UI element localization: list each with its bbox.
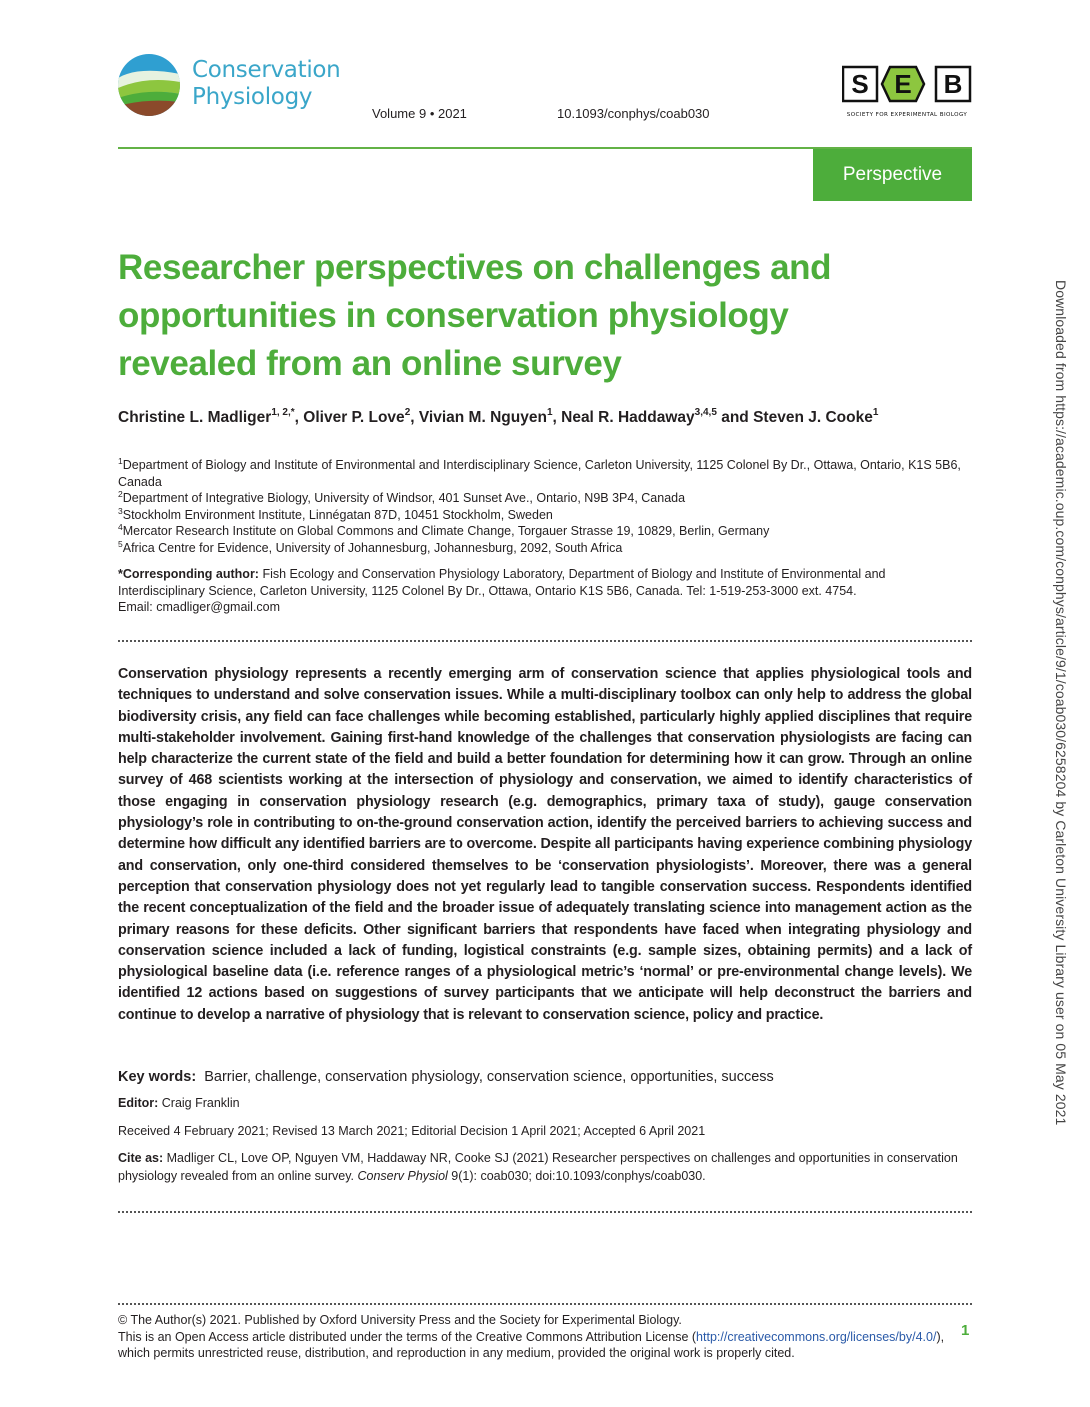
corresponding-label: *Corresponding author: <box>118 567 259 581</box>
corresponding-email[interactable]: Email: cmadliger@gmail.com <box>118 600 281 614</box>
seb-letter-b: B <box>943 69 963 99</box>
editor: Editor: Craig Franklin <box>118 1096 240 1110</box>
journal-name-line2: Physiology <box>192 84 313 110</box>
cite-label: Cite as: <box>118 1151 164 1165</box>
dotted-divider <box>118 640 972 642</box>
journal-logo-icon <box>118 54 180 116</box>
journal-name-line1: Conservation <box>192 57 341 83</box>
author-name: Steven J. Cooke <box>753 409 873 426</box>
author-list: Christine L. Madliger$^{1, 2,*}$, Oliver P. Love$^2$, Vivian M. Nguyen$^1$, Neal R. Haddaway$^{3,4,5}$ and Steven J. Cooke$^1$ <box>118 407 879 426</box>
society-logo <box>842 65 972 121</box>
article-dates: Received 4 February 2021; Revised 13 March 2021; Editorial Decision 1 April 2021; Accepted 6 April 2021 <box>118 1124 706 1138</box>
author-name: Vivian M. Nguyen <box>418 409 547 426</box>
corresponding-author: *Corresponding author: Fish Ecology and Conservation Physiology Laboratory, Department of Biology and Institute of Environmental and Interdisciplinary Science, Carleton University, 1125 Colonel By Dr., Ottawa, Ontario K1S 5B6, Canada. Tel: 1-519-253-3000 ext. 4754. Email: cmadliger@gmail.com <box>118 566 974 616</box>
license-text: This is an Open Access article distributed under the terms of the Creative Commons Attribution License (http://creativecommons.org/licenses/by/4.0/), which permits unrestricted reuse, distribution, and reproduction in any medium, provided the original work is properly cited. <box>118 1329 945 1360</box>
journal-name <box>192 57 340 111</box>
download-watermark: Downloaded from https://academic.oup.com/conphys/article/9/1/coab030/6258204 by Carleton University Library user on 05 May 2021 <box>1053 280 1069 1126</box>
affiliation: $^2$Department of Integrative Biology, University of Windsor, 401 Sunset Ave., Ontario, N9B 3P4, Canada <box>118 489 686 505</box>
article-type-badge: Perspective <box>813 149 972 201</box>
author-affil-ref: 1 <box>872 407 879 418</box>
keywords-label: Key words: <box>118 1069 197 1085</box>
license-link[interactable]: http://creativecommons.org/licenses/by/4.0/ <box>696 1329 937 1344</box>
citation: Cite as: Madliger CL, Love OP, Nguyen VM, Haddaway NR, Cooke SJ (2021) Researcher perspectives on challenges and opportunities in conservation physiology revealed from an online survey. Conserv Physiol 9(1): coab030; doi:10.1093/conphys/coab030. <box>118 1151 958 1183</box>
author-affil-ref: 1, 2,* <box>271 407 295 418</box>
footer-license <box>118 1312 958 1362</box>
article-title: Researcher perspectives on challenges and opportunities in conservation physiology revealed from an online survey <box>118 248 832 383</box>
editor-label: Editor: <box>118 1096 159 1110</box>
author-name: Christine L. Madliger <box>118 409 272 426</box>
affiliation: $^5$Africa Centre for Evidence, University of Johannesburg, Johannesburg, 2092, South Africa <box>118 538 623 555</box>
author-name: Oliver P. Love <box>303 409 405 426</box>
dotted-divider <box>118 1303 972 1305</box>
author-affil-ref: 2 <box>404 407 411 418</box>
volume-year: Volume 9 • 2021 <box>372 106 467 121</box>
affiliation: $^3$Stockholm Environment Institute, Linnégatan 87D, 10451 Stockholm, Sweden <box>118 505 553 522</box>
affiliation: $^4$Mercator Research Institute on Global Commons and Climate Change, Torgauer Strasse 19, 10829, Berlin, Germany <box>118 522 770 538</box>
keywords: Key words: Barrier, challenge, conservation physiology, conservation science, opportunities, success <box>118 1069 774 1085</box>
abstract: Conservation physiology represents a recently emerging arm of conservation science that applies physiological tools and techniques to understand and solve conservation issues. While a multi-disciplinary toolbox can only help to address the global biodiversity crisis, any field can face challenges while becoming established, particularly highly applied disciplines that require multi-stakeholder involvement. Gaining first-hand knowledge of the challenges that conservation physiologists are facing can help characterize the current state of the field and build a better foundation for determining how it can grow. Through an online survey of 468 scientists working at the intersection of physiology and conservation, we aimed to identify characteristics of those engaging in conservation physiology research (e.g. demographics, primary taxa of study), gauge conservation physiology’s role in contributing to on-the-ground conservation action, identify the perceived barriers to achieving success and determine how difficult any identified barriers are to overcome. Despite all participants having experience combining physiology and conservation, only one-third considered themselves to be ‘conservation physiologists’. Moreover, there was a general perception that conservation physiology does not yet regularly lead to tangible conservation success. Respondents identified the recent conceptualization of the field and the broader issue of adequately translating science into management action as the primary reasons for these deficits. Other significant barriers that respondents have faced when integrating physiology and conservation science included a lack of funding, logistical constraints (e.g. sample sizes, obtaining permits) and a lack of physiological baseline data (i.e. reference ranges of a physiological metric’s ‘normal’ or pre-environmental change levels). We identified 12 actions based on suggestions of survey participants that we anticipate will help deconstruct the barriers and continue to develop a narrative of physiology that is relevant to conservation science, policy and practice. <box>118 666 972 1023</box>
page-number: 1 <box>961 1322 970 1339</box>
author-name: Neal R. Haddaway <box>561 409 695 426</box>
author-affil-ref: 3,4,5 <box>694 407 717 418</box>
affiliation: $^1$Department of Biology and Institute of Environmental and Interdisciplinary Science, Carleton University, 1125 Colonel By Dr., Ottawa, Ontario, K1S 5B6, Canada <box>118 456 961 489</box>
copyright: © The Author(s) 2021. Published by Oxford University Press and the Society for Experimental Biology. <box>118 1313 682 1327</box>
dotted-divider <box>118 1211 972 1213</box>
seb-letter-e: E <box>894 69 912 99</box>
doi: 10.1093/conphys/coab030 <box>557 106 710 121</box>
seb-letter-s: S <box>851 69 869 99</box>
author-affil-ref: 1 <box>546 407 553 418</box>
affiliations <box>118 457 974 556</box>
seb-subtitle: SOCIETY FOR EXPERIMENTAL BIOLOGY <box>846 112 968 118</box>
